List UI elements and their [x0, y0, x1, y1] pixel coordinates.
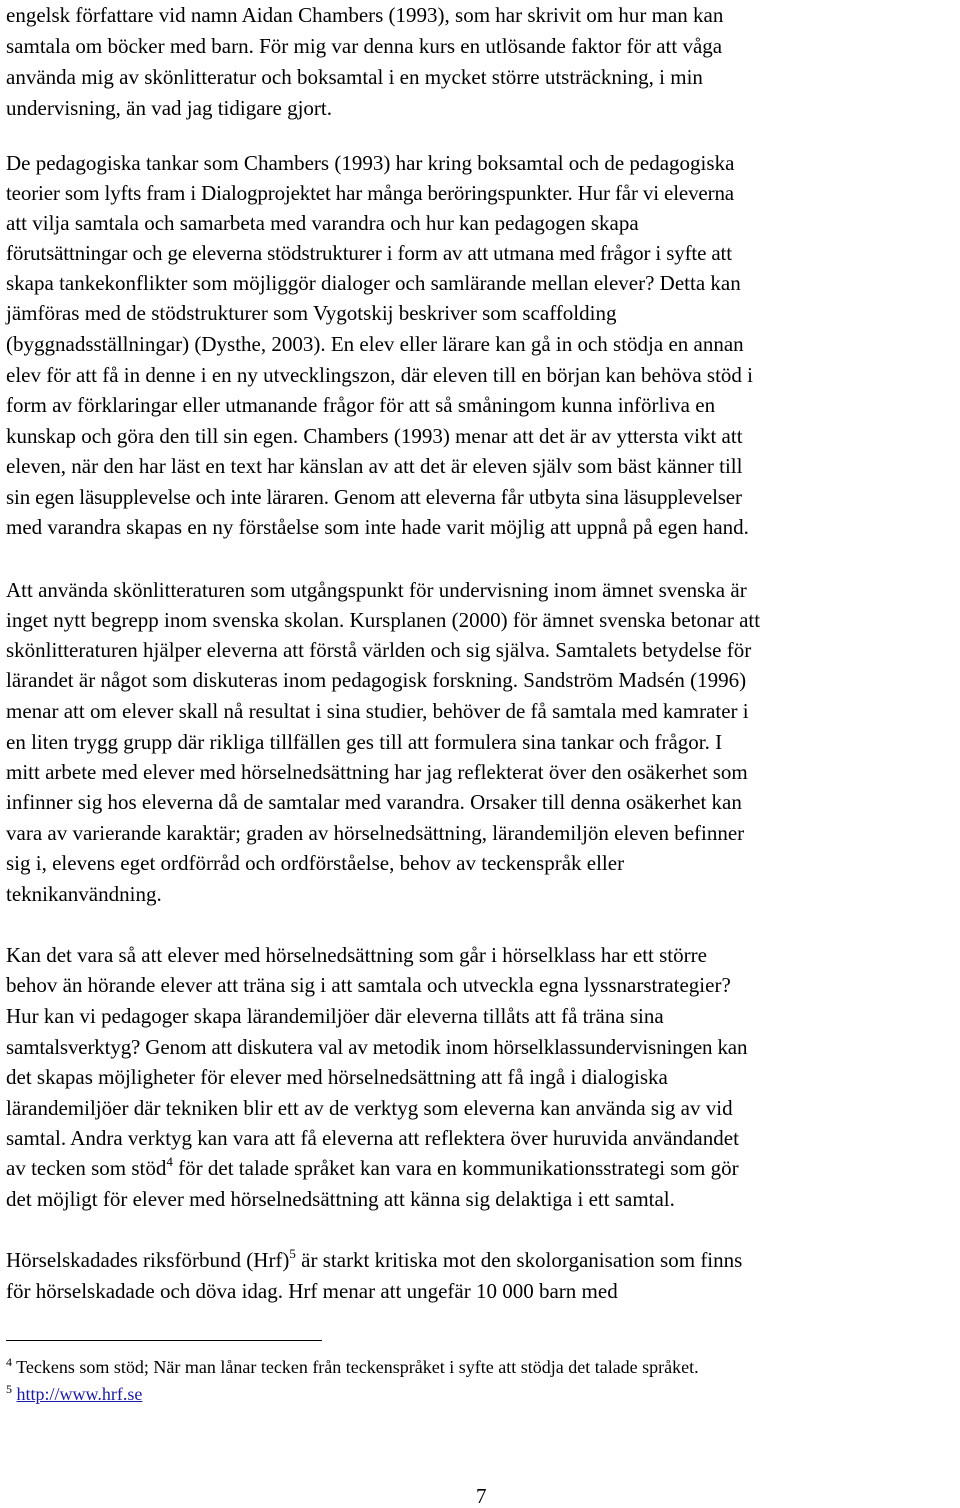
line-text: infinner sig hos eleverna då de samtalar med varandra. Orsaker till denna osäkerhet kan	[6, 790, 742, 814]
footnote-number: 4	[6, 1355, 12, 1369]
text-line	[6, 329, 744, 359]
text-line	[6, 1062, 668, 1092]
footnote	[6, 1355, 699, 1379]
text-line	[6, 390, 715, 420]
text-line	[6, 848, 624, 878]
text-line	[6, 605, 760, 635]
footnote-text: Teckens som stöd; När man lånar tecken från teckenspråket i syfte att stödja det talade språket.	[12, 1357, 699, 1377]
text-line	[6, 0, 723, 30]
text-line	[6, 757, 748, 787]
line-text: sin egen läsupplevelse och inte läraren. Genom att eleverna får utbyta sina läsupplevelser	[6, 485, 742, 509]
line-text: med varandra skapas en ny förståelse som inte hade varit möjlig att uppnå på egen hand.	[6, 515, 749, 539]
footnote-number: 5	[6, 1382, 12, 1396]
text-line	[6, 360, 753, 390]
text-line	[6, 1032, 747, 1062]
line-text: av tecken som stöd	[6, 1156, 167, 1180]
line-text: undervisning, än vad jag tidigare gjort.	[6, 96, 333, 120]
page-number: 7	[476, 1484, 487, 1508]
line-text: samtala om böcker med barn. För mig var denna kurs en utlösande faktor för att våga	[6, 34, 723, 58]
text-line	[6, 208, 639, 238]
footnote	[6, 1382, 142, 1406]
line-text: samtal. Andra verktyg kan vara att få eleverna att reflektera över huruvida användandet	[6, 1126, 739, 1150]
line-text: skapa tankekonflikter som möjliggör dialoger och samlärande mellan elever? Detta kan	[6, 271, 741, 295]
line-text: förutsättningar och ge eleverna stödstrukturer i form av att utmana med frågor i syfte att	[6, 241, 732, 265]
line-text: för det talade språket kan vara en kommunikationsstrategi som gör	[172, 1156, 739, 1180]
line-text: Att använda skönlitteraturen som utgångspunkt för undervisning inom ämnet svenska är	[6, 578, 747, 602]
line-text: det skapas möjligheter för elever med hörselnedsättning att få ingå i dialogiska	[6, 1065, 668, 1089]
text-line	[6, 1093, 733, 1123]
footnote-reference[interactable]: 4	[166, 1154, 173, 1169]
text-line	[6, 1123, 739, 1153]
line-text: elev för att få in denne i en ny utvecklingszon, där eleven till en början kan behöva stöd i	[6, 363, 754, 387]
text-line	[6, 298, 616, 328]
text-line	[6, 62, 703, 92]
text-line	[6, 178, 734, 208]
text-line	[6, 482, 742, 512]
line-text: sig i, elevens eget ordförråd och ordförståelse, behov av teckenspråk eller	[6, 851, 625, 875]
text-line	[6, 421, 743, 451]
document-page	[6, 0, 956, 1508]
footnote-separator	[6, 1340, 322, 1341]
text-line	[6, 575, 747, 605]
footnote-reference[interactable]: 5	[289, 1246, 296, 1261]
text-line	[6, 1276, 618, 1306]
line-text: det möjligt för elever med hörselnedsättning att känna sig delaktiga i ett samtal.	[6, 1187, 675, 1211]
line-text: för hörselskadade och döva idag. Hrf menar att ungefär 10 000 barn med	[6, 1279, 618, 1303]
text-line	[6, 238, 732, 268]
text-line	[6, 268, 741, 298]
text-line	[6, 665, 746, 695]
line-text: jämföras med de stödstrukturer som Vygotskij beskriver som scaffolding	[6, 301, 617, 325]
text-line	[6, 451, 742, 481]
text-line	[6, 148, 734, 178]
text-line	[6, 635, 751, 665]
line-text: lärandet är något som diskuteras inom pedagogisk forskning. Sandström Madsén (1996)	[6, 668, 747, 692]
text-line	[6, 1153, 739, 1183]
line-text: eleven, när den har läst en text har känslan av att det är eleven själv som bäst känner till	[6, 454, 743, 478]
text-line	[6, 512, 749, 542]
line-text: kunskap och göra den till sin egen. Chambers (1993) menar att det är av yttersta vikt att	[6, 424, 743, 448]
text-line	[6, 1001, 664, 1031]
line-text: samtalsverktyg? Genom att diskutera val av metodik inom hörselklassundervisningen kan	[6, 1035, 748, 1059]
text-line	[6, 696, 749, 726]
line-text: en liten trygg grupp där rikliga tillfällen ges till att formulera sina tankar och frågor. I	[6, 730, 723, 754]
text-line	[6, 727, 722, 757]
text-line	[6, 1245, 742, 1275]
line-text: skönlitteraturen hjälper eleverna att förstå världen och sig själva. Samtalets betydelse för	[6, 638, 752, 662]
line-text: inget nytt begrepp inom svenska skolan. Kursplanen (2000) för ämnet svenska betonar att	[6, 608, 761, 632]
text-line	[6, 787, 742, 817]
line-text: är starkt kritiska mot den skolorganisation som finns	[295, 1248, 743, 1272]
line-text: engelsk författare vid namn Aidan Chambers (1993), som har skrivit om hur man kan	[6, 3, 724, 27]
line-text: (byggnadsställningar) (Dysthe, 2003). En elev eller lärare kan gå in och stödja en annan	[6, 332, 744, 356]
line-text: använda mig av skönlitteratur och boksamtal i en mycket större utsträckning, i min	[6, 65, 703, 89]
line-text: teknikanvändning.	[6, 882, 162, 906]
line-text: mitt arbete med elever med hörselnedsättning har jag reflekterat över den osäkerhet som	[6, 760, 748, 784]
line-text: De pedagogiska tankar som Chambers (1993) har kring boksamtal och de pedagogiska	[6, 151, 735, 175]
line-text: Kan det vara så att elever med hörselnedsättning som går i hörselklass har ett större	[6, 943, 707, 967]
line-text: Hörselskadades riksförbund (Hrf)	[6, 1248, 290, 1272]
line-text: form av förklaringar eller utmanande frågor för att så småningom kunna införliva en	[6, 393, 716, 417]
line-text: lärandemiljöer där tekniken blir ett av de verktyg som eleverna kan använda sig av vid	[6, 1096, 733, 1120]
text-line	[6, 970, 731, 1000]
line-text: menar att om elever skall nå resultat i sina studier, behöver de få samtala med kamrater i	[6, 699, 749, 723]
text-line	[6, 31, 722, 61]
line-text: teorier som lyfts fram i Dialogprojektet har många beröringspunkter. Hur får vi eleverna	[6, 181, 734, 205]
line-text: behov än hörande elever att träna sig i att samtala och utveckla egna lyssnarstrategier?	[6, 973, 731, 997]
text-line	[6, 818, 744, 848]
line-text: vara av varierande karaktär; graden av hörselnedsättning, lärandemiljön eleven befinner	[6, 821, 745, 845]
footnote-link[interactable]: http://www.hrf.se	[16, 1384, 143, 1404]
text-line	[6, 940, 707, 970]
text-line	[6, 93, 332, 123]
text-line	[6, 1184, 675, 1214]
line-text: Hur kan vi pedagoger skapa lärandemiljöer där eleverna tillåts att få träna sina	[6, 1004, 664, 1028]
text-line	[6, 879, 162, 909]
line-text: att vilja samtala och samarbeta med varandra och hur kan pedagogen skapa	[6, 211, 639, 235]
